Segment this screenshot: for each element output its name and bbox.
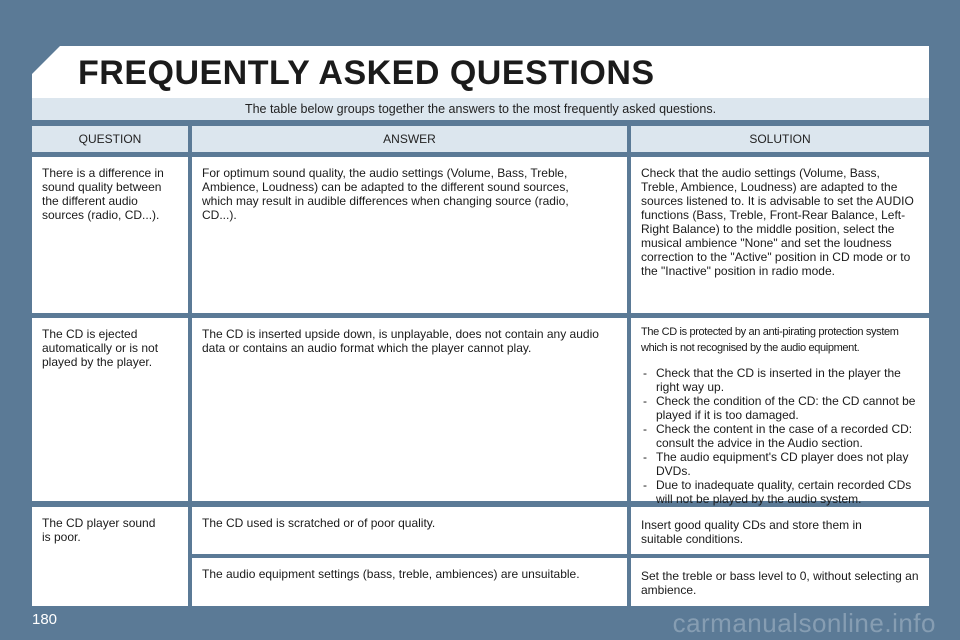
row2-answer-text: The CD is inserted upside down, is unplayable, does not contain any audio data or contains an audio format which the player cannot play.: [202, 327, 599, 355]
row3-solution-2-text: Set the treble or bass level to 0, without selecting an ambience.: [641, 569, 919, 597]
row3-question: [32, 507, 188, 606]
intro-text: The table below groups together the answers to the most frequently asked questions.: [32, 98, 929, 120]
list-item: - Check the condition of the CD: the CD cannot be played if it is too damaged.: [641, 394, 917, 422]
row3-solution-2: [631, 558, 929, 606]
row1-answer-text: For optimum sound quality, the audio settings (Volume, Bass, Treble, Ambience, Loudness) can be adapted to the different sound sources, which may result in audible differences when changing source (radio, CD...).: [202, 166, 569, 222]
watermark: carmanualsonline.info: [672, 608, 936, 638]
row3-answer-1: [192, 507, 627, 554]
row1-solution-text: Check that the audio settings (Volume, Bass, Treble, Ambience, Loudness) are adapted to the sources listened to. It is advisable to set the AUDIO functions (Bass, Treble, Front-Rear Balance, Left-Right Balance) to the middle position, select the musical ambience "None" and set the loudness correction to the "Active" position in CD mode or to the "Inactive" position in radio mode.: [641, 166, 914, 278]
row3-answer-2-text: The audio equipment settings (bass, treble, ambiences) are unsuitable.: [202, 567, 580, 581]
list-item: - Check the content in the case of a recorded CD: consult the advice in the Audio section.: [641, 422, 917, 450]
row3-answer-2: [192, 558, 627, 606]
row1-question: [32, 157, 188, 313]
row2-solution: [631, 318, 929, 506]
page-title: FREQUENTLY ASKED QUESTIONS: [78, 54, 655, 92]
list-item: - Check that the CD is inserted in the player the right way up.: [641, 366, 917, 394]
row1-question-text: There is a difference in sound quality between the different audio sources (radio, CD...).: [42, 166, 164, 222]
header-solution: SOLUTION: [631, 126, 929, 152]
row1-solution: [631, 157, 929, 313]
row2-solution-list: [641, 366, 917, 506]
header-question: QUESTION: [32, 126, 188, 152]
page-number: 180: [32, 611, 58, 628]
header-answer: ANSWER: [192, 126, 627, 152]
row3-question-text: The CD player sound is poor.: [42, 516, 156, 544]
row3-answer-1-text: The CD used is scratched or of poor quality.: [202, 516, 436, 530]
row2-question: [32, 318, 188, 501]
row2-solution-intro: The CD is protected by an anti-pirating protection system which is not recognised by the audio equipment.: [641, 326, 899, 354]
row2-answer: [192, 318, 627, 501]
row3-solution-1-text: Insert good quality CDs and store them in suitable conditions.: [641, 518, 862, 546]
row1-answer: [192, 157, 627, 313]
list-item: - Due to inadequate quality, certain recorded CDs will not be played by the audio system.: [641, 478, 917, 506]
row2-question-text: The CD is ejected automatically or is not played by the player.: [42, 327, 159, 369]
row3-solution-1: [631, 507, 929, 554]
list-item: - The audio equipment's CD player does not play DVDs.: [641, 450, 917, 478]
